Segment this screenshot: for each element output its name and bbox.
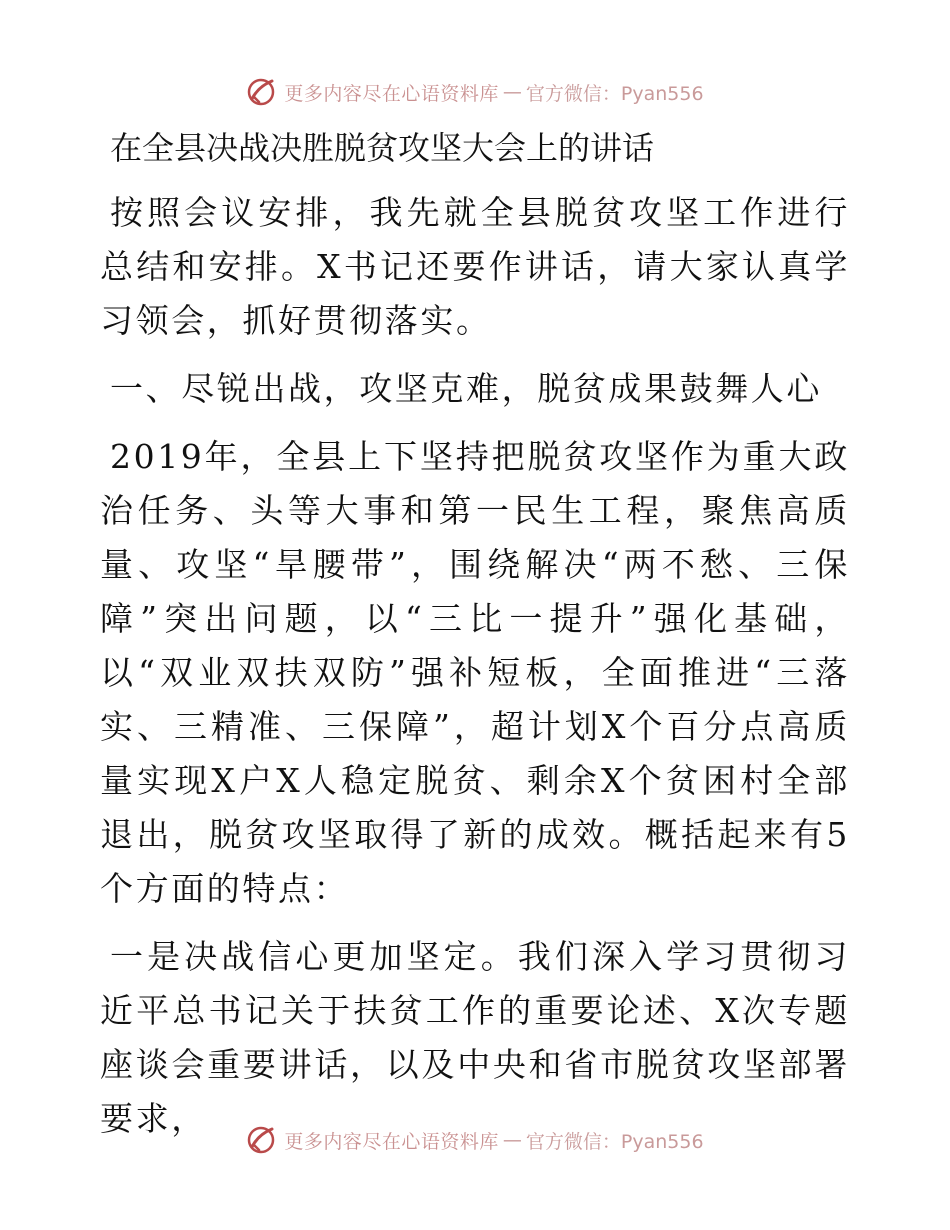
document-body [100, 122, 850, 1160]
document-title: 在全县决战决胜脱贫攻坚大会上的讲话 [110, 129, 655, 167]
brush-logo-icon [246, 1125, 276, 1155]
watermark-brand: 更多内容尽在心语资料库 [284, 1130, 499, 1153]
watermark-dash: — [502, 81, 522, 103]
header-watermark [0, 72, 950, 112]
watermark-contact: 官方微信：Pyan556 [525, 1130, 704, 1153]
footer-watermark [0, 1120, 950, 1160]
watermark-brand: 更多内容尽在心语资料库 [284, 82, 499, 105]
intro-paragraph: 按照会议安排，我先就全县脱贫攻坚工作进行总结和安排。X书记还要作讲话，请大家认真学习领会，抓好贯彻落实。 [100, 193, 850, 340]
point-paragraph: 一是决战信心更加坚定。我们深入学习贯彻习近平总书记关于扶贫工作的重要论述、X次专题座谈会重要讲话，以及中央和省市脱贫攻坚部署要求， [100, 937, 850, 1138]
watermark-contact: 官方微信：Pyan556 [525, 82, 704, 105]
section-paragraph: 2019年，全县上下坚持把脱贫攻坚作为重大政治任务、头等大事和第一民生工程，聚焦高质量、攻坚“旱腰带”，围绕解决“两不愁、三保障”突出问题，以“三比一提升”强化基础，以“双业双扶双防”强补短板，全面推进“三落实、三精准、三保障”，超计划X个百分点高质量实现X户X人稳定脱贫、剩余X个贫困村全部退出，脱贫攻坚取得了新的成效。概括起来有5个方面的特点： [100, 437, 850, 908]
section-heading: 一、尽锐出战，攻坚克难，脱贫成果鼓舞人心 [110, 369, 822, 408]
watermark-dash: — [502, 1129, 522, 1151]
brush-logo-icon [246, 77, 276, 107]
